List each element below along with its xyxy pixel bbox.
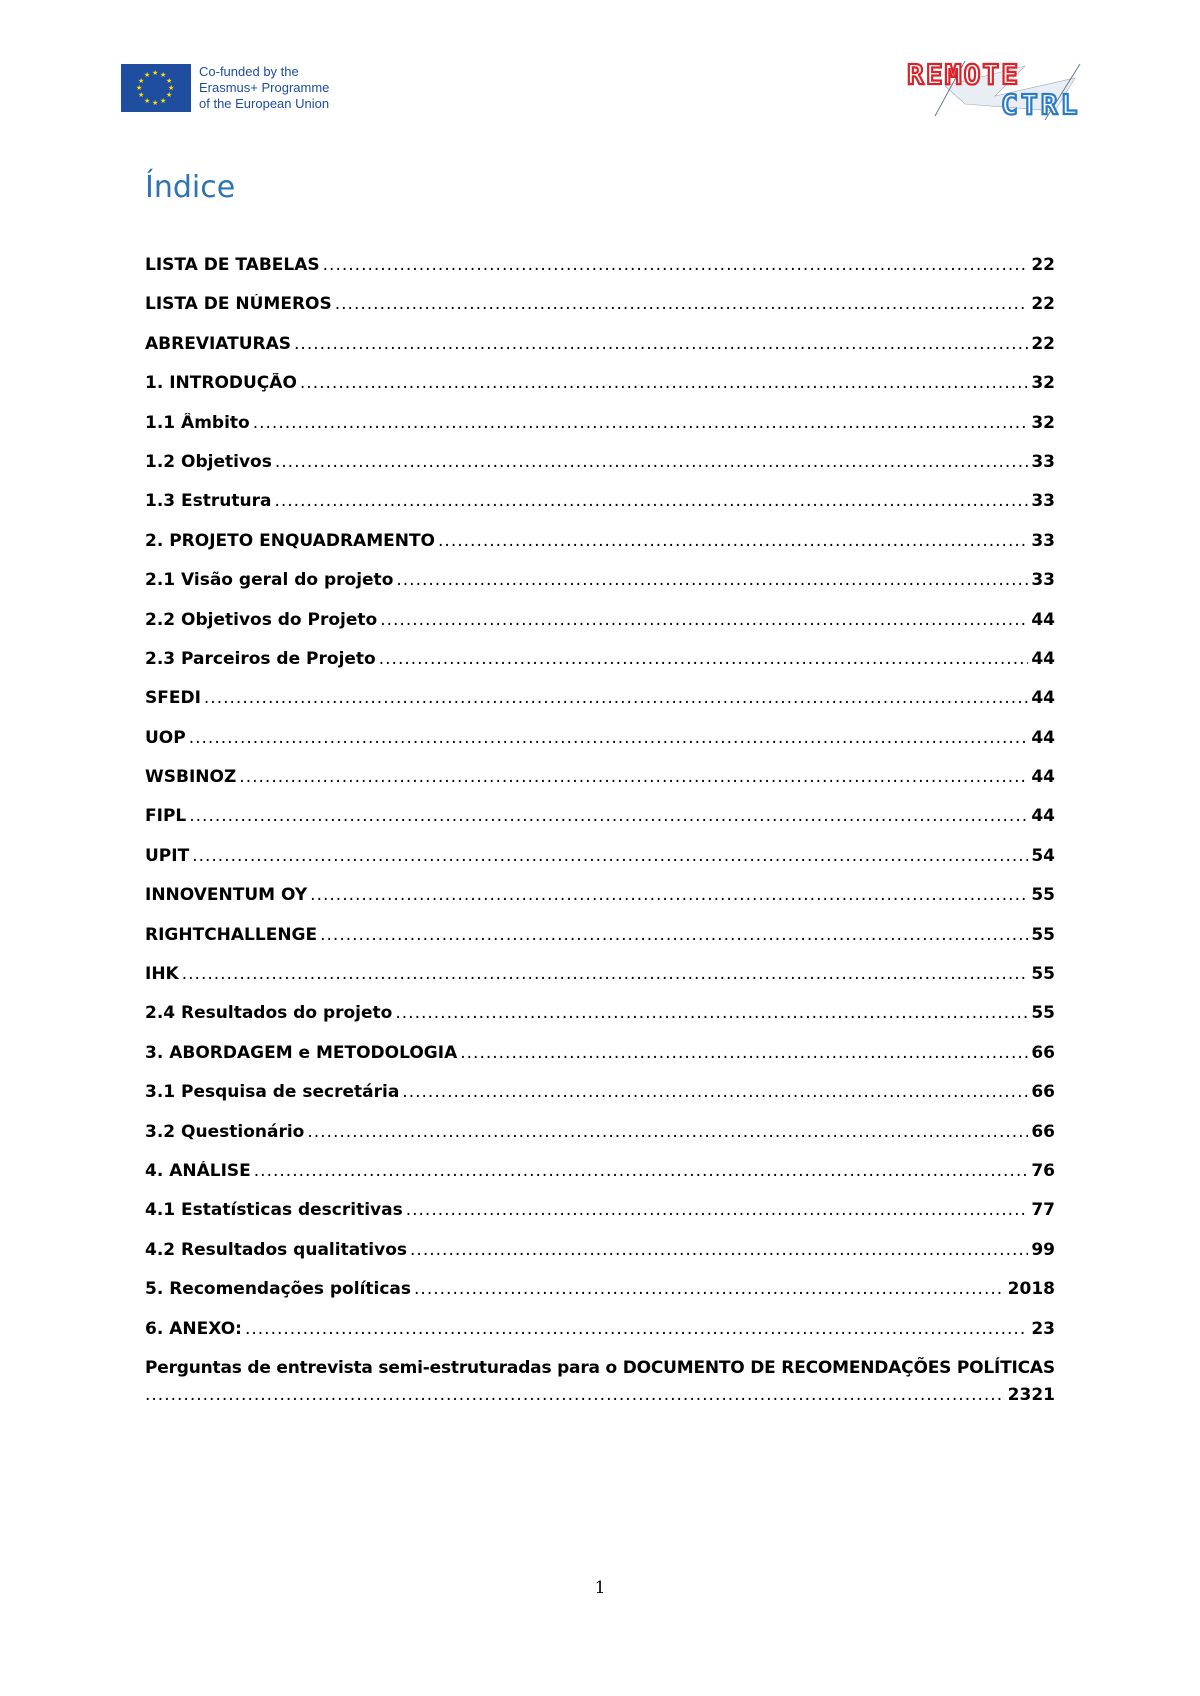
toc-entry-page: 33 [1031,451,1055,472]
toc-leader-dots [335,294,1029,314]
toc-entry-page: 33 [1031,530,1055,551]
toc-entry[interactable] [145,1161,1055,1200]
toc-leader-dots [410,1240,1028,1260]
toc-leader-dots [189,728,1029,748]
toc-entry-label: LISTA DE NÚMEROS [145,294,332,315]
toc-entry-label: SFEDI [145,688,201,709]
toc-leader-dots [307,1122,1028,1142]
page-number: 1 [594,1578,606,1598]
toc-entry-label: 4. ANÁLISE [145,1160,251,1181]
toc-leader-dots [320,925,1028,945]
toc-entry-page: 44 [1031,648,1055,669]
toc-entry-label: UOP [145,727,186,748]
toc-entry-page: 32 [1031,412,1055,433]
toc-leader-dots [145,1385,1005,1405]
toc-entry-page: 22 [1031,333,1055,354]
remote-ctrl-logo [905,56,1113,122]
toc-entry[interactable] [145,1240,1055,1279]
toc-entry-page: 2321 [1007,1384,1055,1405]
eu-text-line: Erasmus+ Programme [199,80,330,95]
toc-entry-label: 4.2 Resultados qualitativos [145,1239,408,1260]
toc-entry[interactable] [145,491,1055,530]
toc-entry-label: 2.3 Parceiros de Projeto [145,648,376,669]
toc-entry[interactable] [145,1003,1055,1042]
toc-leader-dots [189,806,1028,826]
toc-entry-page: 55 [1031,1003,1055,1024]
toc-entry[interactable] [145,255,1055,294]
eu-text-line: of the European Union [199,96,330,111]
toc-entry-page: 22 [1031,255,1055,275]
toc-entry[interactable] [145,413,1055,452]
toc-entry-label: 2.4 Resultados do projeto [145,1003,393,1024]
toc-leader-dots [294,334,1028,354]
page-title: Índice [145,170,236,205]
toc-entry-page: 32 [1031,373,1055,394]
toc-entry-page: 66 [1031,1082,1055,1103]
toc-entry[interactable] [145,688,1055,727]
toc-entry[interactable] [145,925,1055,964]
toc-entry-page: 33 [1031,491,1055,512]
toc-entry-page: 23 [1031,1318,1055,1339]
toc-entry-label: 1.2 Objetivos [145,451,272,472]
toc-entry-page: 22 [1031,294,1055,315]
toc-entry-label: 2. PROJETO ENQUADRAMENTO [145,530,436,551]
toc-entry[interactable] [145,1122,1055,1161]
toc-leader-dots [300,373,1028,393]
toc-leader-dots [239,767,1028,787]
toc-entry[interactable] [145,767,1055,806]
toc-entry-label: 2.1 Visão geral do projeto [145,570,394,591]
toc-entry-page: 55 [1031,885,1055,906]
toc-entry-label: Perguntas de entrevista semi-estruturadas para o DOCUMENTO DE RECOMENDAÇÕES POLÍTICAS [145,1357,1055,1378]
toc-leader-dots [275,452,1028,472]
toc-entry-page: 55 [1031,964,1055,985]
toc-entry-page: 76 [1031,1160,1055,1181]
toc-entry-label: 3.1 Pesquisa de secretária [145,1082,400,1103]
toc-entry-page: 55 [1031,924,1055,945]
toc-entry[interactable] [145,1043,1055,1082]
toc-entry-label: WSBINOZ [145,767,237,788]
toc-entry-page: 77 [1031,1200,1055,1221]
toc-leader-dots [438,531,1028,551]
toc-leader-dots [414,1279,1005,1299]
toc-entry-page: 2018 [1007,1279,1055,1300]
toc-leader-dots [253,413,1029,433]
toc-entry[interactable] [145,1200,1055,1239]
toc-entry-label: 5. Recomendações políticas [145,1279,412,1300]
toc-entry-label: 6. ANEXO: [145,1318,242,1339]
toc-leader-dots [406,1200,1029,1220]
toc-entry[interactable] [145,373,1055,412]
toc-leader-dots [380,610,1028,630]
toc-entry-label: 4.1 Estatísticas descritivas [145,1200,403,1221]
toc-leader-dots [192,846,1028,866]
toc-entry-label: UPIT [145,845,190,866]
toc-entry[interactable] [145,1279,1055,1318]
toc-entry-label: IHK [145,964,179,985]
toc-leader-dots [254,1161,1029,1181]
toc-leader-dots [460,1043,1028,1063]
toc-entry[interactable] [145,846,1055,885]
eu-text-line: Co-funded by the [199,64,299,79]
table-of-contents [145,255,1055,1415]
toc-entry[interactable] [145,294,1055,333]
logo-ctrl-text: CTRL [1001,88,1081,121]
toc-leader-dots [274,491,1028,511]
toc-entry-multiline[interactable] [145,1358,1055,1415]
toc-entry-label: 1.1 Âmbito [145,412,250,433]
toc-entry-label: 3.2 Questionário [145,1121,305,1142]
toc-entry[interactable] [145,334,1055,373]
toc-entry-page: 44 [1031,688,1055,709]
toc-entry-page: 54 [1031,845,1055,866]
toc-entry[interactable] [145,649,1055,688]
logo-remote-text: REMOTE [907,58,1021,91]
toc-entry-label: FIPL [145,806,187,827]
toc-entry[interactable] [145,610,1055,649]
toc-entry-page: 33 [1031,570,1055,591]
toc-entry-label: ABREVIATURAS [145,333,292,354]
toc-leader-dots [323,255,1029,275]
toc-leader-dots [402,1082,1028,1102]
toc-entry[interactable] [145,806,1055,845]
toc-entry-page: 66 [1031,1042,1055,1063]
toc-entry-page: 66 [1031,1121,1055,1142]
toc-leader-dots [310,885,1028,905]
toc-entry-page: 99 [1031,1239,1055,1260]
toc-entry-label: 1.3 Estrutura [145,491,272,512]
toc-entry-label: INNOVENTUM OY [145,885,308,906]
toc-entry[interactable] [145,531,1055,570]
toc-leader-dots [396,570,1028,590]
toc-entry-label: LISTA DE TABELAS [145,255,320,275]
toc-entry-label: RIGHTCHALLENGE [145,924,318,945]
eu-flag-icon: ★ ★ ★ ★ ★ ★ ★ ★ ★ ★ ★ ★ [121,64,191,112]
toc-leader-dots [182,964,1029,984]
eu-erasmus-logo [121,64,329,112]
toc-entry-page: 44 [1031,609,1055,630]
toc-entry[interactable] [145,1082,1055,1121]
toc-entry-page: 44 [1031,806,1055,827]
toc-entry-page: 44 [1031,767,1055,788]
toc-entry[interactable] [145,728,1055,767]
toc-leader-dots [204,688,1028,708]
toc-entry-label: 3. ABORDAGEM e METODOLOGIA [145,1042,458,1063]
eu-funding-text [199,64,329,112]
toc-entry[interactable] [145,452,1055,491]
toc-entry[interactable] [145,964,1055,1003]
toc-entry-page: 44 [1031,727,1055,748]
toc-entry[interactable] [145,1319,1055,1358]
toc-entry[interactable] [145,570,1055,609]
toc-leader-dots [245,1319,1028,1339]
toc-leader-dots [379,649,1029,669]
toc-entry[interactable] [145,885,1055,924]
toc-entry-label: 2.2 Objetivos do Projeto [145,609,378,630]
toc-entry-label: 1. INTRODUÇÃO [145,373,297,394]
toc-leader-dots [395,1003,1028,1023]
